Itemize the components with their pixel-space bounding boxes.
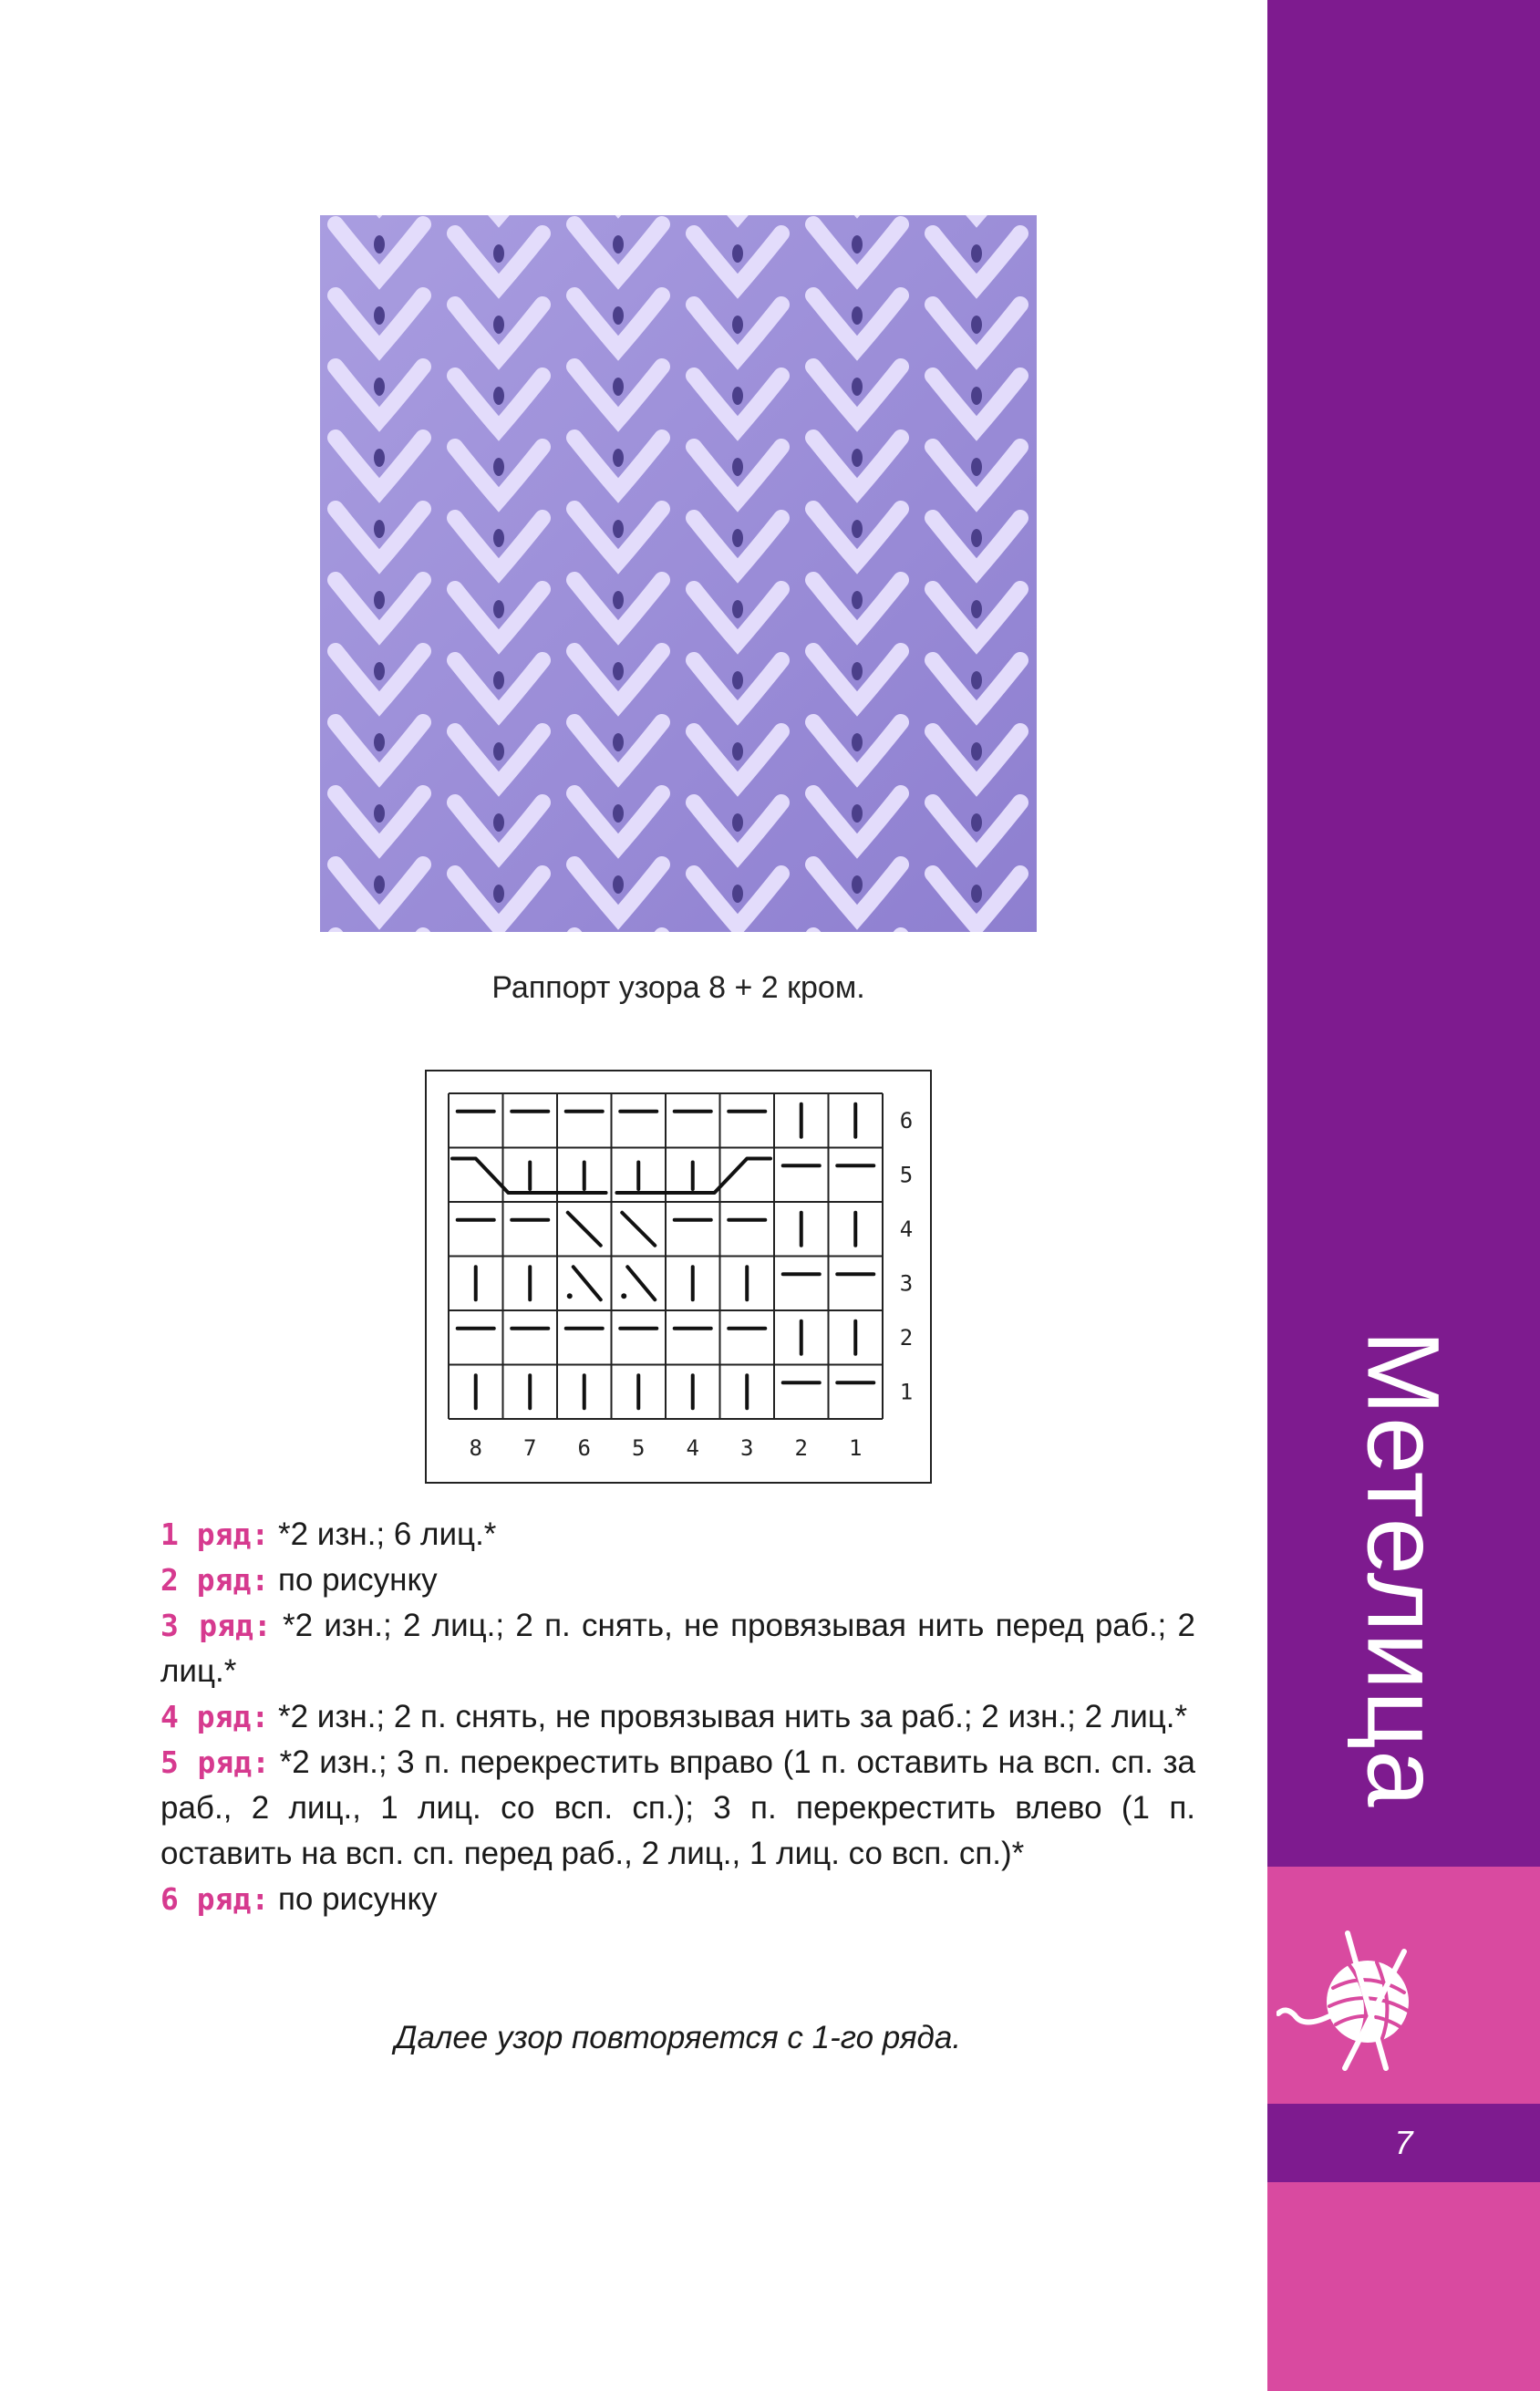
eyelet (732, 600, 743, 618)
eyelet (732, 316, 743, 334)
page-number-band (1267, 2104, 1540, 2182)
row-text: *2 изн.; 6 лиц.* (277, 1516, 497, 1552)
eyelet (971, 244, 982, 263)
eyelet (493, 600, 504, 618)
eyelet (971, 600, 982, 618)
eyelet (493, 316, 504, 334)
eyelet (613, 306, 624, 325)
page-number: 7 (1394, 2124, 1413, 2161)
eyelet (852, 804, 863, 823)
slip-dot (567, 1293, 573, 1299)
row-label: 2 ряд: (160, 1562, 270, 1598)
eyelet (732, 529, 743, 547)
eyelet (971, 885, 982, 903)
column-number: 5 (632, 1435, 646, 1461)
column-number: 8 (469, 1435, 482, 1461)
knitting-chart (425, 1070, 932, 1484)
row-label: 6 ряд: (160, 1881, 270, 1917)
row-text: по рисунку (277, 1562, 438, 1598)
repeat-note: Далее узор повторяется с 1-го ряда. (394, 2020, 962, 2055)
pattern-title: Метелица (1347, 1329, 1461, 1808)
eyelet (493, 671, 504, 689)
row-number: 5 (899, 1162, 914, 1188)
eyelet (732, 885, 743, 903)
eyelet (971, 742, 982, 761)
row-number: 3 (899, 1270, 914, 1297)
column-number: 7 (523, 1435, 537, 1461)
eyelet (732, 742, 743, 761)
row-number: 4 (899, 1216, 914, 1242)
row-3 (160, 1603, 1195, 1694)
row-text: *2 изн.; 2 лиц.; 2 п. снять, не провязывая нить перед раб.; 2 лиц.* (160, 1608, 1195, 1689)
eyelet (971, 671, 982, 689)
row-5 (160, 1740, 1195, 1877)
row-text: *2 изн.; 2 п. снять, не провязывая нить за раб.; 2 изн.; 2 лиц.* (277, 1699, 1188, 1734)
eyelet (493, 529, 504, 547)
eyelet (732, 813, 743, 832)
row-label: 4 ряд: (160, 1699, 270, 1734)
row-1 (160, 1512, 1195, 1558)
eyelet (732, 671, 743, 689)
eyelet (613, 591, 624, 609)
eyelet (852, 875, 863, 894)
row-2 (160, 1558, 1195, 1603)
eyelet (852, 306, 863, 325)
eyelet (493, 742, 504, 761)
eyelet (613, 733, 624, 751)
eyelet (852, 520, 863, 538)
eyelet (971, 529, 982, 547)
column-number: 6 (577, 1435, 591, 1461)
row-number: 6 (899, 1107, 914, 1133)
row-label: 3 ряд: (160, 1608, 272, 1643)
row-text: по рисунку (277, 1881, 438, 1917)
row-label: 5 ряд: (160, 1744, 271, 1780)
slip-symbol (574, 1267, 601, 1299)
row-text: *2 изн.; 3 п. перекрестить вправо (1 п. оставить на всп. сп. за раб., 2 лиц., 1 лиц. со всп. сп.); 3 п. перекрестить влево (1 п. оставить на всп. сп. перед раб., 2 лиц., 1 лиц. со всп. сп.)* (160, 1744, 1195, 1871)
eyelet (374, 662, 385, 680)
eyelet (971, 458, 982, 476)
eyelet (613, 804, 624, 823)
eyelet (374, 235, 385, 254)
slip-symbol (627, 1267, 655, 1299)
eyelet (374, 306, 385, 325)
eyelet (374, 804, 385, 823)
column-number: 2 (794, 1435, 808, 1461)
knitted-swatch-photo (320, 215, 1037, 932)
yarn-ball-icon (1276, 1915, 1441, 2079)
eyelet (732, 244, 743, 263)
eyelet (613, 875, 624, 894)
eyelet (732, 387, 743, 405)
eyelet (493, 813, 504, 832)
column-number: 3 (740, 1435, 754, 1461)
eyelet (613, 378, 624, 396)
eyelet (852, 378, 863, 396)
eyelet (852, 591, 863, 609)
eyelet (613, 449, 624, 467)
chart-grid (427, 1071, 930, 1482)
slip-symbol (622, 1213, 655, 1246)
eyelet (613, 235, 624, 254)
sidebar-bottom (1267, 2182, 1540, 2391)
eyelet (493, 885, 504, 903)
row-label: 1 ряд: (160, 1516, 270, 1552)
row-number: 1 (899, 1379, 914, 1405)
row-4 (160, 1694, 1195, 1740)
eyelet (374, 591, 385, 609)
eyelet (852, 662, 863, 680)
row-6 (160, 1877, 1195, 1922)
row-number: 2 (899, 1324, 914, 1351)
eyelet (852, 449, 863, 467)
eyelet (852, 733, 863, 751)
eyelet (374, 520, 385, 538)
eyelet (374, 875, 385, 894)
eyelet (971, 387, 982, 405)
eyelet (374, 733, 385, 751)
slip-dot (621, 1293, 626, 1299)
eyelet (852, 235, 863, 254)
eyelet (374, 378, 385, 396)
eyelet (374, 449, 385, 467)
row-instructions (160, 1512, 1195, 1922)
slip-symbol (568, 1213, 601, 1246)
repeat-caption: Раппорт узора 8 + 2 кром. (491, 970, 865, 1005)
eyelet (971, 813, 982, 832)
eyelet (613, 520, 624, 538)
eyelet (732, 458, 743, 476)
eyelet (613, 662, 624, 680)
knit-texture (320, 215, 1037, 932)
eyelet (493, 244, 504, 263)
column-number: 1 (849, 1435, 863, 1461)
eyelet (971, 316, 982, 334)
column-number: 4 (686, 1435, 699, 1461)
sidebar-title-wrap (1267, 1258, 1540, 1879)
eyelet (493, 387, 504, 405)
eyelet (493, 458, 504, 476)
